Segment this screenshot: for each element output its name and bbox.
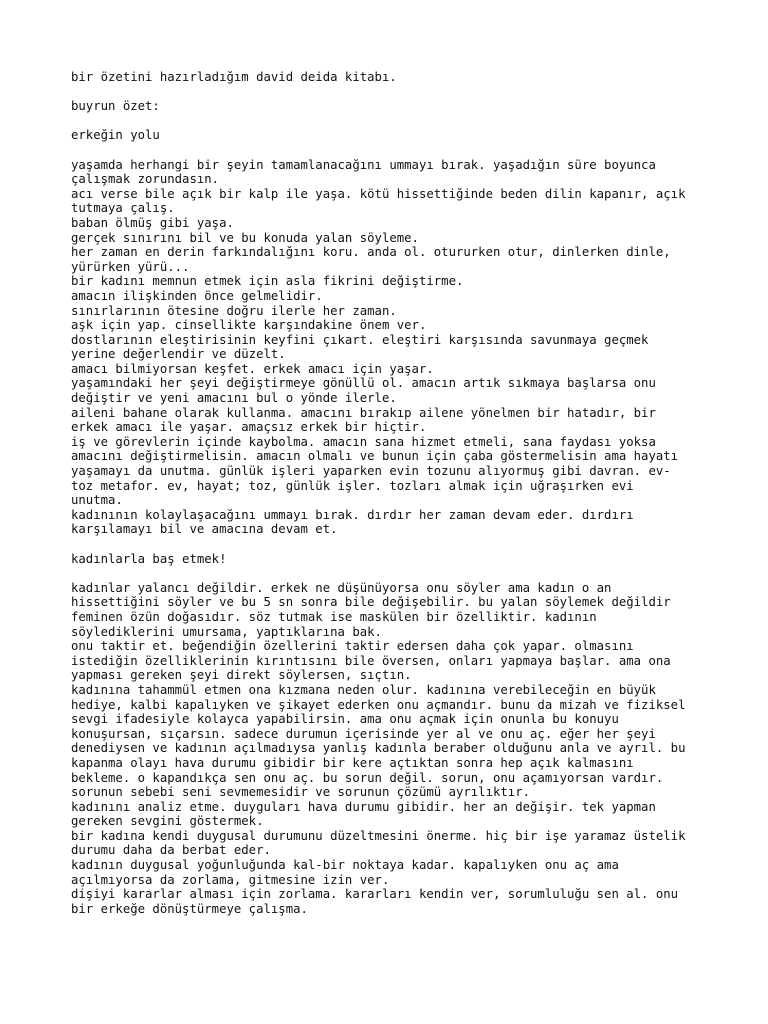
text-line: hissettiğini söyler ve bu 5 sn sonra bile değişebilir. bu yalan söylemek değildir bbox=[71, 595, 671, 610]
text-line: kadınlar yalancı değildir. erkek ne düşünüyorsa onu söyler ama kadın o an bbox=[71, 580, 612, 595]
intro-line: bir özetini hazırladığım david deida kitabı. bbox=[71, 70, 397, 84]
text-line: baban ölmüş gibi yaşa. bbox=[71, 215, 234, 230]
section-body-erkegin-yolu bbox=[71, 158, 711, 537]
text-line: erkek amacı ile yaşar. amaçsız erkek bir hiçtir. bbox=[71, 420, 427, 435]
text-line: aileni bahane olarak kullanma. amacını bırakıp ailene yönelmen bir hatadır, bir bbox=[71, 405, 656, 420]
text-line: dişiyi kararlar alması için zorlama. kararları kendin ver, sorumluluğu sen al. onu bbox=[71, 887, 679, 902]
text-line: sınırlarının ötesine doğru ilerle her zaman. bbox=[71, 303, 397, 318]
text-line: karşılamayı bil ve amacına devam et. bbox=[71, 522, 338, 537]
text-line: gereken sevgini göstermek. bbox=[71, 814, 264, 829]
text-line: feminen özün doğasıdır. söz tutmak ise maskülen bir özelliktir. kadının bbox=[71, 609, 597, 624]
text-line: yaşamayı da unutma. günlük işleri yaparken evin tozunu alıyormuş gibi davran. ev- bbox=[71, 464, 671, 479]
text-line: değiştir ve yeni amacını bul o yönde ilerle. bbox=[71, 391, 397, 406]
text-line: tutmaya çalış. bbox=[71, 201, 175, 216]
text-line: konuşursan, sıçarsın. sadece durumun içerisinde yer al ve onu aç. eğer her şeyi bbox=[71, 726, 656, 741]
text-line: çalışmak zorundasın. bbox=[71, 172, 220, 187]
text-line: söylediklerini umursama, yaptıklarına bak. bbox=[71, 624, 382, 639]
document-page bbox=[71, 70, 711, 916]
lead-line: buyrun özet: bbox=[71, 99, 160, 114]
text-line: sevgi ifadesiyle kolayca yapabilirsin. ama onu açmak için onunla bu konuyu bbox=[71, 712, 619, 727]
text-line: sorunun sebebi seni sevmemesidir ve sorunun çözümü ayrılıktır. bbox=[71, 785, 531, 800]
text-line: onu taktir et. beğendiğin özellerini taktir edersen daha çok yapar. olmasını bbox=[71, 639, 634, 654]
section-title-erkegin-yolu: erkeğin yolu bbox=[71, 128, 160, 143]
text-line: bir kadına kendi duygusal durumunu düzeltmesini önerme. hiç bir işe yaramaz üstelik bbox=[71, 828, 686, 843]
text-line: yapması gereken şeyi direkt söylersen, sıçtın. bbox=[71, 668, 412, 683]
text-line: istediğin özelliklerinin kırıntısını bile översen, onları yapmaya başlar. ama ona bbox=[71, 653, 671, 668]
text-line: amacın ilişkinden önce gelmelidir. bbox=[71, 288, 323, 303]
text-line: iş ve görevlerin içinde kaybolma. amacın sana hizmet etmeli, sana faydası yoksa bbox=[71, 434, 656, 449]
text-line: amacını değiştirmelisin. amacın olmalı ve bunun için çaba göstermelisin ama hayatı bbox=[71, 449, 679, 464]
text-line: dostlarının eleştirisinin keyfini çıkart. eleştiri karşısında savunmaya geçmek bbox=[71, 332, 649, 347]
text-line: toz metafor. ev, hayat; toz, günlük işler. tozları almak için uğraşırken evi bbox=[71, 478, 634, 493]
text-line: denediysen ve kadının açılmadıysa yanlış kadınla beraber olduğunu anla ve ayrıl. bu bbox=[71, 741, 686, 756]
text-line: yerine değerlendir ve düzelt. bbox=[71, 347, 286, 362]
text-line: bir erkeğe dönüştürmeye çalışma. bbox=[71, 901, 308, 916]
text-line: amacı bilmiyorsan keşfet. erkek amacı için yaşar. bbox=[71, 361, 434, 376]
text-line: yaşamındaki her şeyi değiştirmeye gönüllü ol. amacın artık sıkmaya başlarsa onu bbox=[71, 376, 656, 391]
text-line: açılmıyorsa da zorlama, gitmesine izin ver. bbox=[71, 872, 390, 887]
text-line: durumu daha da berbat eder. bbox=[71, 843, 271, 858]
text-line: kadınının kolaylaşacağını ummayı bırak. dırdır her zaman devam eder. dırdırı bbox=[71, 507, 634, 522]
text-line: unutma. bbox=[71, 493, 123, 508]
text-line: hediye, kalbi kapalıyken ve şikayet ederken onu açmandır. bunu da mizah ve fiziksel bbox=[71, 697, 686, 712]
text-line: aşk için yap. cinsellikte karşındakine önem ver. bbox=[71, 318, 427, 333]
text-line: yaşamda herhangi bir şeyin tamamlanacağını ummayı bırak. yaşadığın süre boyunca bbox=[71, 157, 656, 172]
text-line: bekleme. o kapandıkça sen onu aç. bu sorun değil. sorun, onu açamıyorsan vardır. bbox=[71, 770, 664, 785]
text-line: kadınını analiz etme. duyguları hava durumu gibidir. her an değişir. tek yapman bbox=[71, 799, 656, 814]
section-body-kadinlarla-bas-etmek bbox=[71, 581, 711, 917]
text-line: acı verse bile açık bir kalp ile yaşa. kötü hissettiğinde beden dilin kapanır, açık bbox=[71, 186, 686, 201]
text-line: bir kadını memnun etmek için asla fikrini değiştirme. bbox=[71, 274, 464, 289]
text-line: her zaman en derin farkındalığını koru. anda ol. otururken otur, dinlerken dinle, bbox=[71, 245, 671, 260]
text-line: kadınına tahammül etmen ona kızmana neden olur. kadınına verebileceğin en büyük bbox=[71, 682, 656, 697]
text-line: gerçek sınırını bil ve bu konuda yalan söyleme. bbox=[71, 230, 419, 245]
text-line: kapanma olayı hava durumu gibidir bir kere açtıktan sonra hep açık kalmasını bbox=[71, 755, 634, 770]
section-title-kadinlarla-bas-etmek: kadınlarla baş etmek! bbox=[71, 551, 227, 566]
text-line: kadının duygusal yoğunluğunda kal-bir noktaya kadar. kapalıyken onu aç ama bbox=[71, 858, 619, 873]
text-line: yürürken yürü... bbox=[71, 259, 190, 274]
